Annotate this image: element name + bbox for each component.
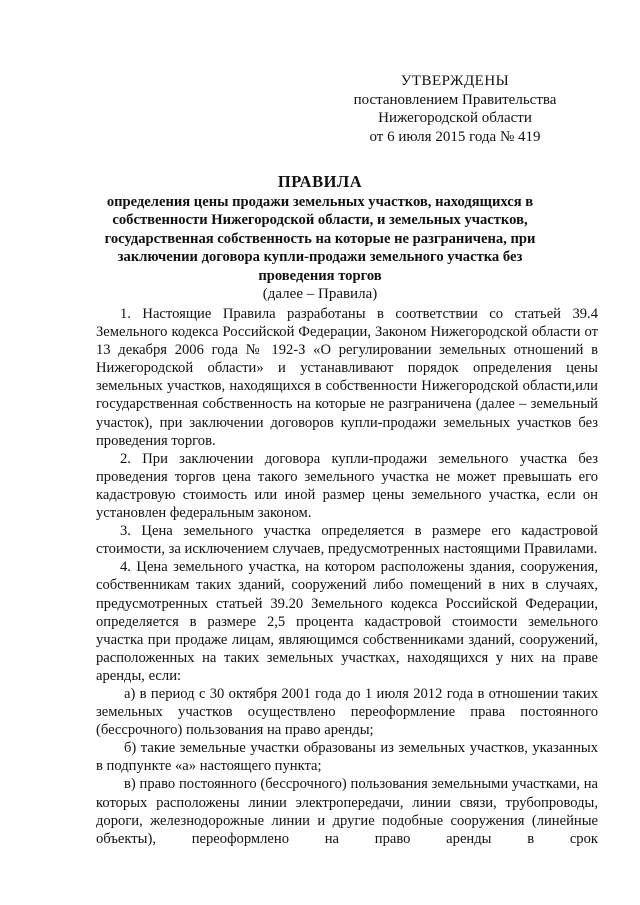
paragraph-3: 3. Цена земельного участка определяется в размере его кадастровой стоимости, за исключением случаев, предусмотренных настоящими Правилами.: [96, 523, 598, 558]
document-title-block: [100, 172, 540, 304]
subparagraph-v: в) право постоянного (бессрочного) пользования земельными участками, на которых расположены линии электропередачи, линии связи, трубопроводы, дороги, железнодорожные линии и другие подобные сооружения (линейные объекты), переоформлено на право аренды в срок: [96, 776, 598, 847]
paragraph-2: 2. При заключении договора купли-продажи земельного участка без проведения торгов цена такого земельного участка не может превышать его кадастровую стоимость или иной размер цены земельного участка, если он установлен федеральным законом.: [96, 450, 598, 522]
approval-region: Нижегородской области: [378, 110, 532, 127]
subparagraph-a: а) в период с 30 октября 2001 года до 1 июля 2012 года в отношении таких земельных участков осуществлено переоформление права постоянного (бессрочного) пользования на право аренды;: [96, 685, 598, 739]
approval-heading: УТВЕРЖДЕНЫ: [400, 73, 510, 89]
approval-date: от 6 июля 2015 года № 419: [369, 128, 541, 145]
paragraph-4: 4. Цена земельного участка, на котором расположены здания, сооружения, собственникам таких зданий, сооружений либо помещений в них в случаях, предусмотренных статьей 39.20 Земельного кодекса Российской Федерации, определяется в размере 2,5 процента кадастровой стоимости земельного участка при продаже лицам, являющимся собственниками зданий, сооружений, расположенных на таких земельных участках, находящихся у них на праве аренды, если:: [96, 559, 598, 684]
approval-decree: постановлением Правительства: [353, 91, 557, 108]
document-short-name: (далее – Правила): [262, 286, 378, 303]
paragraph-1: 1. Настоящие Правила разработаны в соответствии со статьей 39.4 Земельного кодекса Российской Федерации, Законом Нижегородской области от 13 декабря 2006 года № 192-З «О регулировании земельных отношений в Нижегородской области» и устанавливают порядок определения цены земельных участков, находящихся в собственности Нижегородской области,или государственная собственность на которые не разграничена (далее – земельный участок), при заключении договоров купли-продажи земельных участков без проведения торгов.: [96, 306, 598, 449]
approval-stamp: [340, 72, 570, 146]
subparagraph-b: б) такие земельные участки образованы из земельных участков, указанных в подпункте «а» настоящего пункта;: [96, 740, 598, 775]
document-title: ПРАВИЛА: [277, 172, 363, 191]
document-subtitle: определения цены продажи земельных участков, находящихся в собственности Нижегородской области, и земельных участков, государственная собственность на которые не разграничена, при заключении договора купли-продажи земельного участка без проведения торгов: [104, 194, 536, 284]
document-body: [96, 305, 598, 848]
